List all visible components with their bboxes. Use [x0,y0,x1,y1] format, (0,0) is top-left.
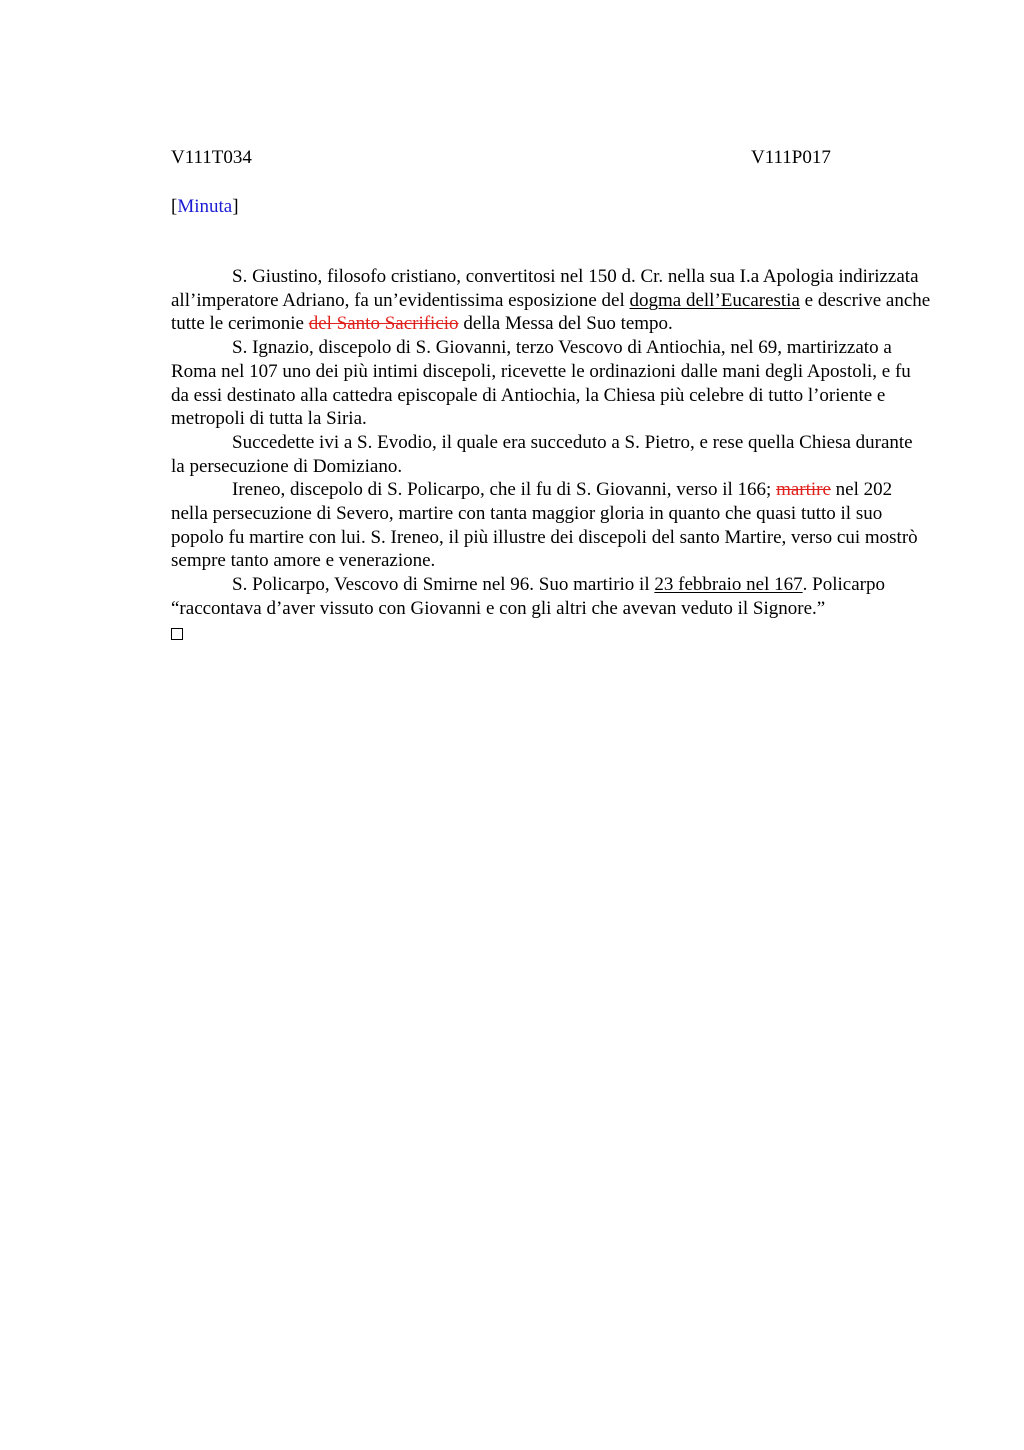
paragraph-text: S. Policarpo, Vescovo di Smirne nel 96. Suo martirio il [232,574,655,596]
document-header [171,146,931,170]
paragraph-text: Ireneo, discepolo di S. Policarpo, che il fu di S. Giovanni, verso il 166; [232,479,777,501]
paragraph-text: e descrive anche tutte le cerimonie [171,289,931,335]
paragraph-text: S. Giustino, filosofo cristiano, convertitosi nel 150 d. Cr. nella sua I.a Apologia indirizzata all’imperatore Adriano, fa un’evidentissima esposizione del [171,266,919,311]
underlined-text: dogma dell’Eucarestia [629,289,800,311]
minuta-close-bracket: ] [232,196,239,217]
paragraph-ignazio [171,336,931,431]
checkbox-icon [171,628,183,640]
paragraph-policarpo [171,573,931,620]
minuta-label-line [171,195,931,219]
paragraph-evodio [171,431,931,478]
minuta-link[interactable]: Minuta [177,196,233,217]
deleted-text: del Santo Sacrificio [308,313,459,335]
paragraph-text: Succedette ivi a S. Evodio, il quale era succeduto a S. Pietro, e rese quella Chiesa durante la persecuzione di Domiziano. [171,431,913,477]
deleted-text: martire [776,479,831,501]
document-body [171,265,931,640]
paragraph-text: nel 202 nella persecuzione di Severo, martire con tanta maggior gloria in quanto che quasi tutto il suo popolo fu martire con lui. S. Ireneo, il più illustre dei discepoli del santo Martire, verso cui mostrò sempre tanto amore e venerazione. [171,479,918,572]
document-page [171,146,931,640]
underlined-text: 23 febbraio nel 167 [654,574,803,596]
document-code-right: V111P017 [751,147,831,168]
minuta-open-bracket: [ [171,196,178,217]
paragraph-giustino [171,265,931,336]
paragraph-text: della Messa del Suo tempo. [458,313,673,335]
paragraph-text: . Policarpo “raccontava d’aver vissuto con Giovanni e con gli altri che avevan veduto il Signore.” [171,574,885,619]
paragraph-text: S. Ignazio, discepolo di S. Giovanni, terzo Vescovo di Antiochia, nel 69, martirizzato a Roma nel 107 uno dei più intimi discepoli, ricevette le ordinazioni dalle mani degli Apostoli, e fu da essi destinato alla cattedra episcopale di Antiochia, la Chiesa più celebre di tutto l’oriente e metropoli di tutta la Siria. [171,337,911,430]
paragraph-ireneo [171,478,931,573]
document-code-left: V111T034 [171,147,252,168]
